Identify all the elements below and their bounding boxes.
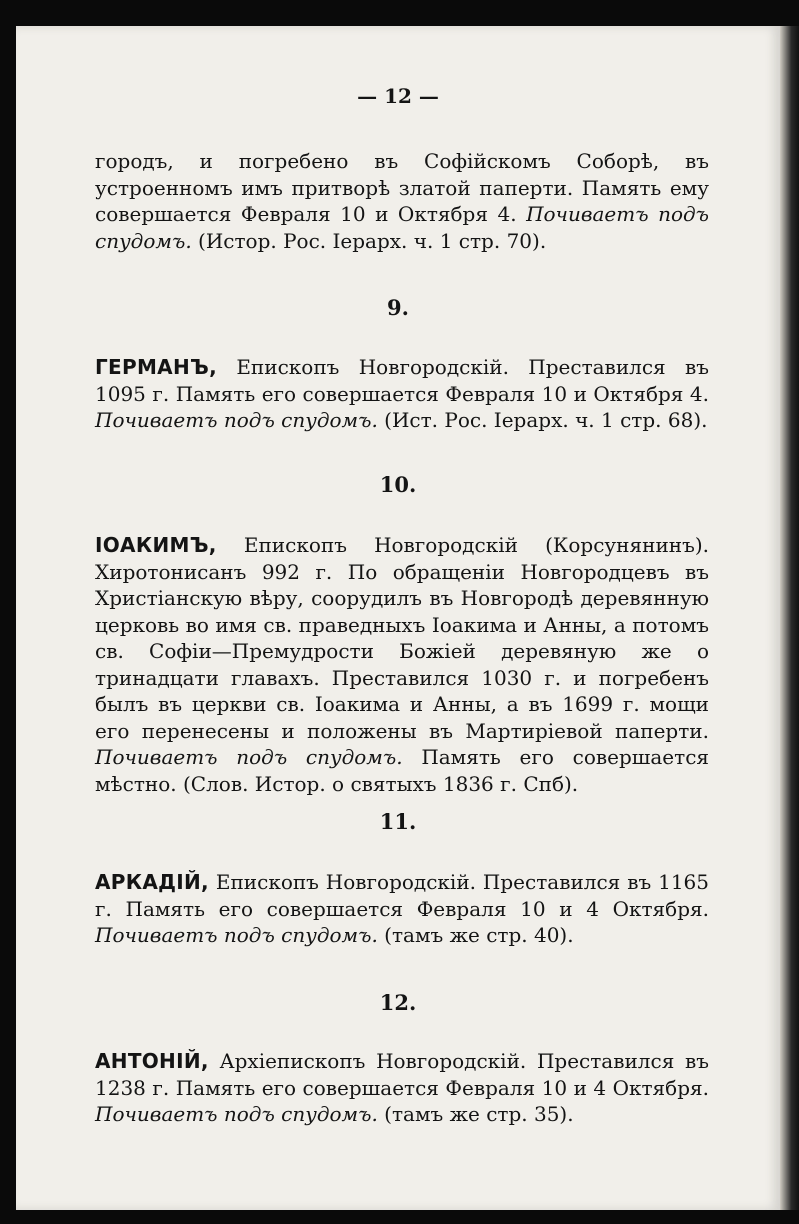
entry-italic: Почиваетъ подъ спудомъ. <box>95 923 378 947</box>
entry-number-12: 12. <box>379 990 417 1015</box>
entry-paragraph-11 <box>95 869 709 949</box>
entry-name: АРКАДІЙ, <box>95 870 209 894</box>
entry-paragraph-12 <box>95 1048 709 1128</box>
entry-name: ГЕРМАНЪ, <box>95 355 217 379</box>
entry-number-11: 11. <box>379 809 417 834</box>
page-number: — 12 — <box>357 84 439 108</box>
entry-reference: Память его совершается мѣстно. (Слов. Истор. о святыхъ 1836 г. Спб). <box>95 745 710 796</box>
continuation-paragraph <box>95 148 709 254</box>
entry-paragraph-9 <box>95 354 709 434</box>
entry-number-9: 9. <box>387 295 409 320</box>
continuation-italic: Почиваетъ подъ спудомъ. <box>95 202 709 253</box>
entry-reference: (тамъ же стр. 40). <box>377 923 574 947</box>
entry-italic: Почиваетъ подъ спудомъ. <box>95 1102 378 1126</box>
continuation-text: городъ, и погребено въ Софійскомъ Соборѣ, въ устроенномъ имъ притворѣ златой паперти. Память ему совершается Февраля 10 и Октября 4. <box>95 149 709 226</box>
entry-name: ІОАКИМЪ, <box>95 533 217 557</box>
entry-italic: Почиваетъ подъ спудомъ. <box>95 745 403 769</box>
entry-paragraph-10 <box>95 532 709 797</box>
entry-reference: (Ист. Рос. Іерарх. ч. 1 стр. 68). <box>377 408 708 432</box>
entry-name: АНТОНІЙ, <box>95 1049 209 1073</box>
continuation-reference: (Истор. Рос. Іерарх. ч. 1 стр. 70). <box>191 228 547 253</box>
entry-text: Епископъ Новгородскій. Преставился въ 1095 г. Память его совершается Февраля 10 и Октября 4. <box>95 355 709 406</box>
entry-text: Епископъ Новгородскій (Корсунянинъ). Хиротонисанъ 992 г. По обращеніи Новгородцевъ въ Христіанскую вѣру, соорудилъ въ Новгородѣ деревянную церковь во имя св. праведныхъ Іоакима и Анны, а потомъ св. Софіи—Премудрости Божіей деревяную же о тринадцати главахъ. Преставился 1030 г. и погребенъ былъ въ церкви св. Іоакима и Анны, а въ 1699 г. мощи его перенесены и положены въ Мартиріевой паперти. <box>95 533 709 743</box>
entry-italic: Почиваетъ подъ спудомъ. <box>95 408 378 432</box>
entry-number-10: 10. <box>379 472 417 497</box>
entry-text: Епископъ Новгородскій. Преставился въ 1165 г. Память его совершается Февраля 10 и 4 Октября. <box>95 870 709 921</box>
book-page <box>16 26 780 1210</box>
page-edge-shadow <box>780 26 799 1210</box>
entry-text: Архіепископъ Новгородскій. Преставился въ 1238 г. Память его совершается Февраля 10 и 4 Октября. <box>95 1049 709 1100</box>
entry-reference: (тамъ же стр. 35). <box>377 1102 574 1126</box>
